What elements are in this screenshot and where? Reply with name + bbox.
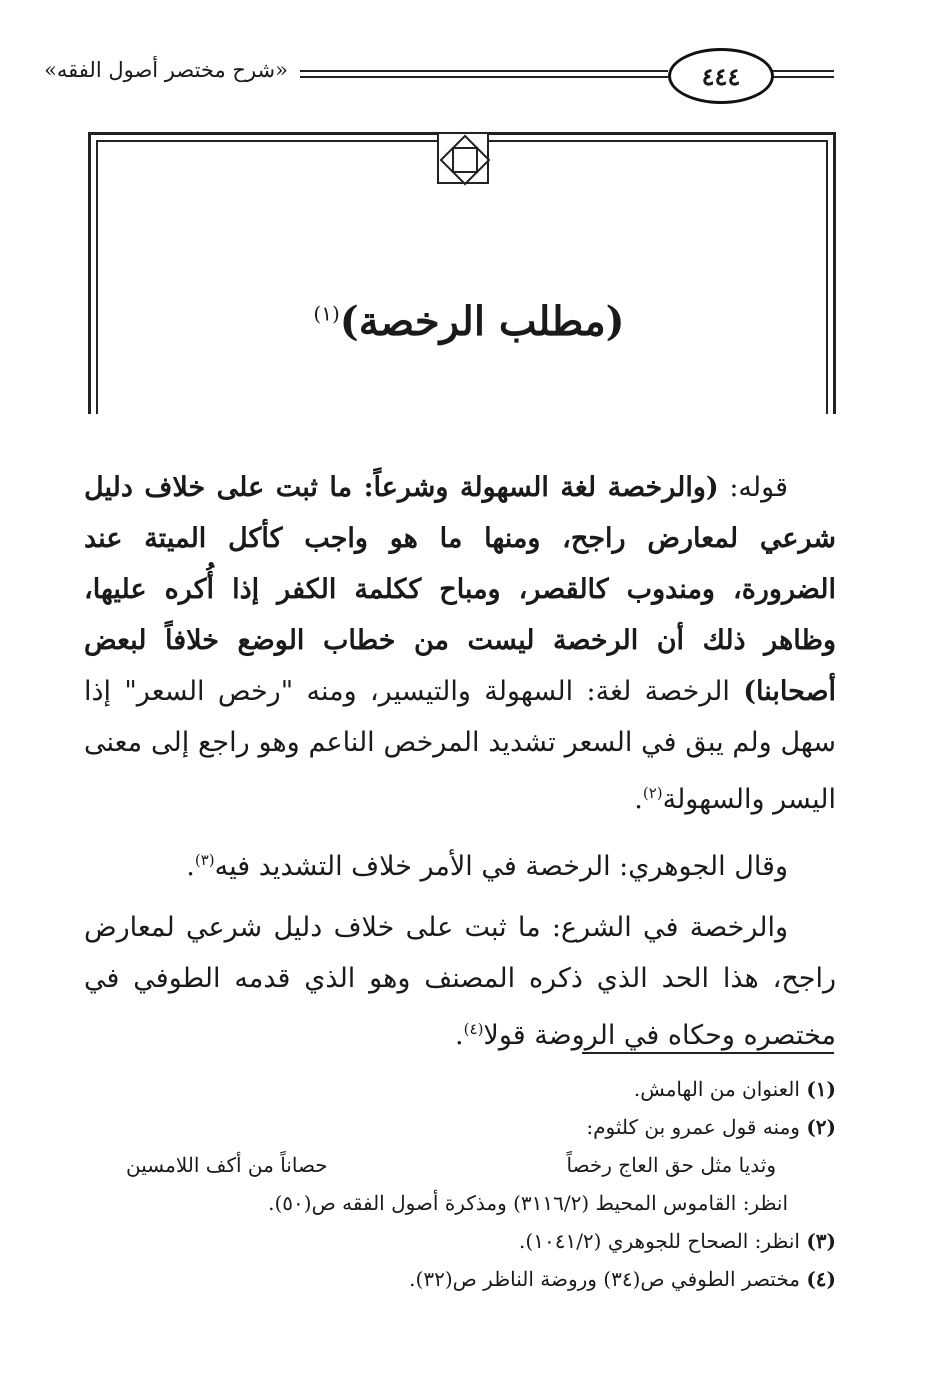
paragraph-3 <box>84 902 836 1061</box>
footnote-2-number: (٢) <box>806 1115 836 1139</box>
running-header-title: «شرح مختصر أصول الفقه» <box>44 58 288 82</box>
paragraph-2-end: . <box>186 851 195 882</box>
quoted-matn: (والرخصة لغة السهولة وشرعاً: ما ثبت على خلاف دليل شرعي لمعارض راجح، ومنها ما هو واجب كأكل الميتة عند الضرورة، ومندوب كالقصر، ومباح ككلمة الكفر إذا أُكره عليها، وظاهر ذلك أن الرخصة ليست من خطاب الوضع خلافاً لبعض أصحابنا) <box>84 472 836 707</box>
footnote-3 <box>96 1222 836 1260</box>
verse-second-hemistich: حصاناً من أكف اللامسين <box>126 1153 328 1177</box>
section-title <box>0 298 938 345</box>
paragraph-2 <box>84 835 836 892</box>
frame-right-outer <box>833 132 836 414</box>
footnote-2-reference: انظر: القاموس المحيط (٣١١٦/٢) ومذكرة أصول الفقه ص(٥٠). <box>268 1191 788 1215</box>
frame-top-outer-r <box>489 132 836 135</box>
paragraph-2-text: وقال الجوهري: الرخصة في الأمر خلاف التشديد فيه <box>214 851 788 882</box>
header-rule-right-2 <box>768 76 834 78</box>
footnote-4 <box>96 1260 836 1298</box>
footnote-4-text: مختصر الطوفي ص(٣٤) وروضة الناظر ص(٣٢). <box>409 1267 800 1291</box>
paragraph-3-end: . <box>455 1020 464 1051</box>
footnote-1-number: (١) <box>806 1077 836 1101</box>
main-text <box>84 462 836 1061</box>
footnote-ref-4: (٤) <box>463 1020 484 1038</box>
footnote-1-text: العنوان من الهامش. <box>633 1077 800 1101</box>
section-title-footnote-ref: (١) <box>313 301 340 326</box>
footnote-4-number: (٤) <box>806 1267 836 1291</box>
footnote-3-number: (٣) <box>806 1229 836 1253</box>
footnote-ref-3: (٣) <box>194 851 215 869</box>
paragraph-1-commentary: الرخصة لغة: السهولة والتيسير، ومنه "رخص السعر" إذا سهل ولم يبق في السعر تشديد المرخص الناعم وهو راجع إلى معنى اليسر والسهولة <box>84 676 836 815</box>
frame-left-inner <box>96 140 98 414</box>
star-ornament-icon <box>437 132 489 184</box>
footnote-1 <box>96 1070 836 1108</box>
header-rule-right-1 <box>768 70 834 72</box>
footnote-ref-2: (٢) <box>642 784 663 802</box>
header-rule-left-2 <box>300 76 668 78</box>
footnote-2 <box>96 1108 836 1146</box>
footnotes <box>96 1070 836 1298</box>
header-rule-left-1 <box>300 70 668 72</box>
frame-right-inner <box>826 140 828 414</box>
verse-first-hemistich: وثديا مثل حق العاج رخصاً <box>566 1153 776 1177</box>
footnote-separator <box>582 1052 834 1054</box>
paragraph-3-text: والرخصة في الشرع: ما ثبت على خلاف دليل شرعي لمعارض راجح، هذا الحد الذي ذكره المصنف وهو الذي قدمه الطوفي في مختصره وحكاه في الروضة قولا <box>84 912 836 1051</box>
poetry-verse <box>126 1146 836 1184</box>
paragraph-1-intro: قوله: <box>718 472 788 503</box>
footnote-2-text: ومنه قول عمرو بن كلثوم: <box>586 1115 800 1139</box>
frame-left-outer <box>88 132 91 414</box>
section-title-text: (مطلب الرخصة) <box>339 298 625 345</box>
frame-top-inner <box>96 140 438 142</box>
paragraph-1 <box>84 462 836 825</box>
frame-top-inner-r <box>489 140 828 142</box>
paragraph-1-end: . <box>634 784 643 815</box>
footnote-3-text: انظر: الصحاح للجوهري (١٠٤١/٢). <box>519 1229 800 1253</box>
page-number: ٤٤٤ <box>668 48 774 104</box>
frame-top-outer <box>88 132 438 135</box>
